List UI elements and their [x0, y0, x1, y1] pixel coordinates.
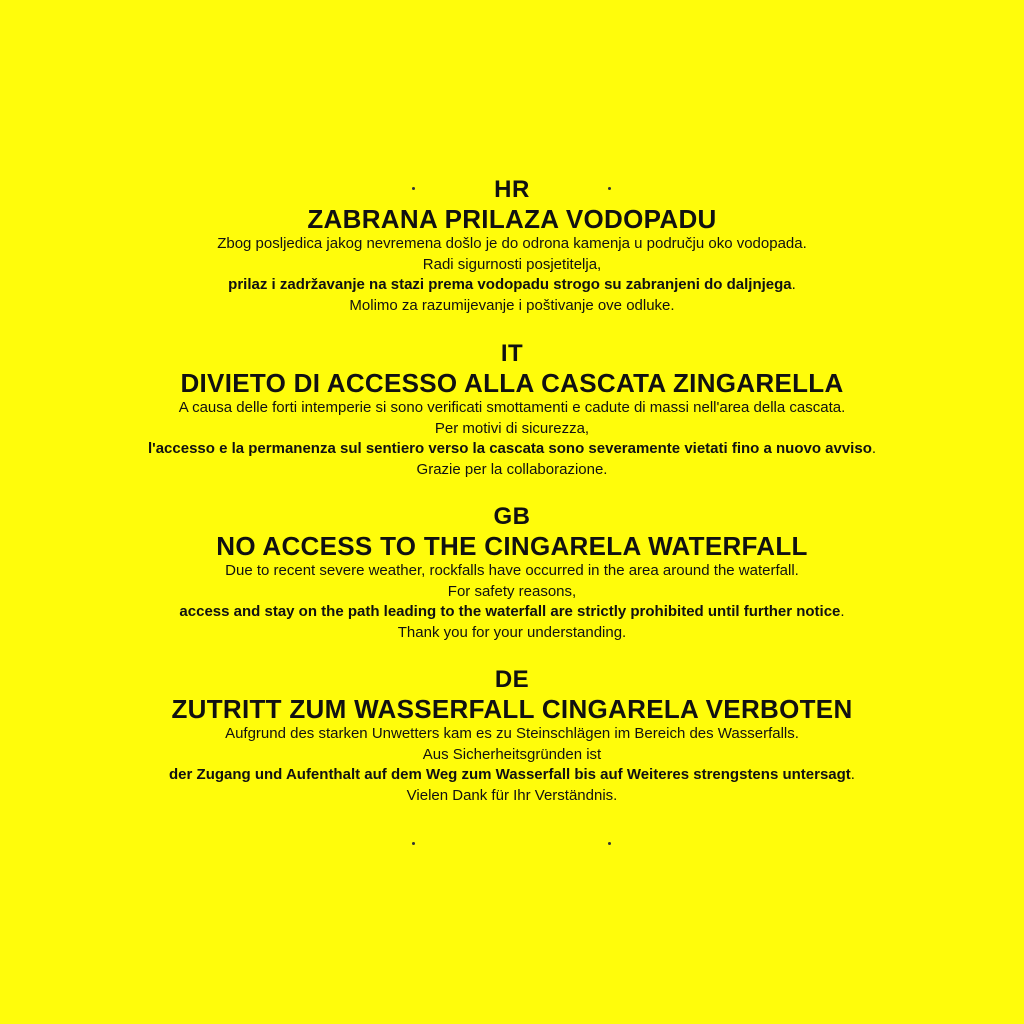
prohibition-period: . [871, 440, 877, 457]
language-code: DE [494, 666, 530, 693]
notice-safety: For safety reasons, [447, 582, 577, 600]
language-code: IT [500, 340, 524, 367]
notice-title: DIVIETO DI ACCESSO ALLA CASCATA ZINGARELLA [180, 368, 844, 398]
notice-reason: Aufgrund des starken Unwetters kam es zu Steinschlägen im Bereich des Wasserfalls. [225, 725, 799, 742]
prohibition-text: prilaz i zadržavanje na stazi prema vodopadu strogo su zabranjeni do daljnjega [228, 276, 792, 293]
notice-safety: Aus Sicherheitsgründen ist [422, 745, 602, 763]
notice-thanks: Molimo za razumijevanje i poštivanje ove odluke. [349, 296, 675, 314]
notice-prohibition [0, 602, 1024, 623]
notice-prohibition [0, 439, 1024, 460]
prohibition-text: der Zugang und Aufenthalt auf dem Weg zum Wasserfall bis auf Weiteres strengstens untersagt [169, 766, 851, 783]
notice-reason: A causa delle forti intemperie si sono verificati smottamenti e cadute di massi nell'area della cascata. [178, 399, 846, 416]
prohibition-period: . [850, 766, 855, 783]
notice-prohibition [0, 765, 1024, 786]
notice-thanks: Grazie per la collaborazione. [416, 460, 608, 478]
notice-reason: Zbog posljedica jakog nevremena došlo je do odrona kamenja u području oko vodopada. [217, 235, 807, 252]
section-italian [0, 340, 1024, 480]
language-code: GB [493, 503, 531, 530]
language-code: HR [494, 176, 530, 203]
notice-title: ZUTRITT ZUM WASSERFALL CINGARELA VERBOTEN [171, 694, 853, 724]
notice-thanks: Thank you for your understanding. [397, 623, 627, 641]
mounting-hole-bottom-left [412, 842, 415, 845]
notice-thanks: Vielen Dank für Ihr Verständnis. [406, 786, 618, 804]
notice-title: NO ACCESS TO THE CINGARELA WATERFALL [216, 531, 808, 561]
notice-prohibition [0, 275, 1024, 296]
prohibition-period: . [791, 276, 796, 293]
section-english [0, 503, 1024, 643]
notice-safety: Per motivi di sicurezza, [434, 419, 590, 437]
notice-title: ZABRANA PRILAZA VODOPADU [307, 204, 717, 234]
section-german [0, 666, 1024, 806]
prohibition-period: . [840, 603, 845, 620]
prohibition-text: l'accesso e la permanenza sul sentiero verso la cascata sono severamente vietati fino a nuovo avviso [147, 440, 872, 457]
notice-safety: Radi sigurnosti posjetitelja, [422, 255, 602, 273]
prohibition-text: access and stay on the path leading to the waterfall are strictly prohibited until further notice [179, 603, 841, 620]
notice-reason: Due to recent severe weather, rockfalls have occurred in the area around the waterfall. [225, 562, 799, 579]
mounting-hole-bottom-right [608, 842, 611, 845]
section-croatian [0, 176, 1024, 316]
